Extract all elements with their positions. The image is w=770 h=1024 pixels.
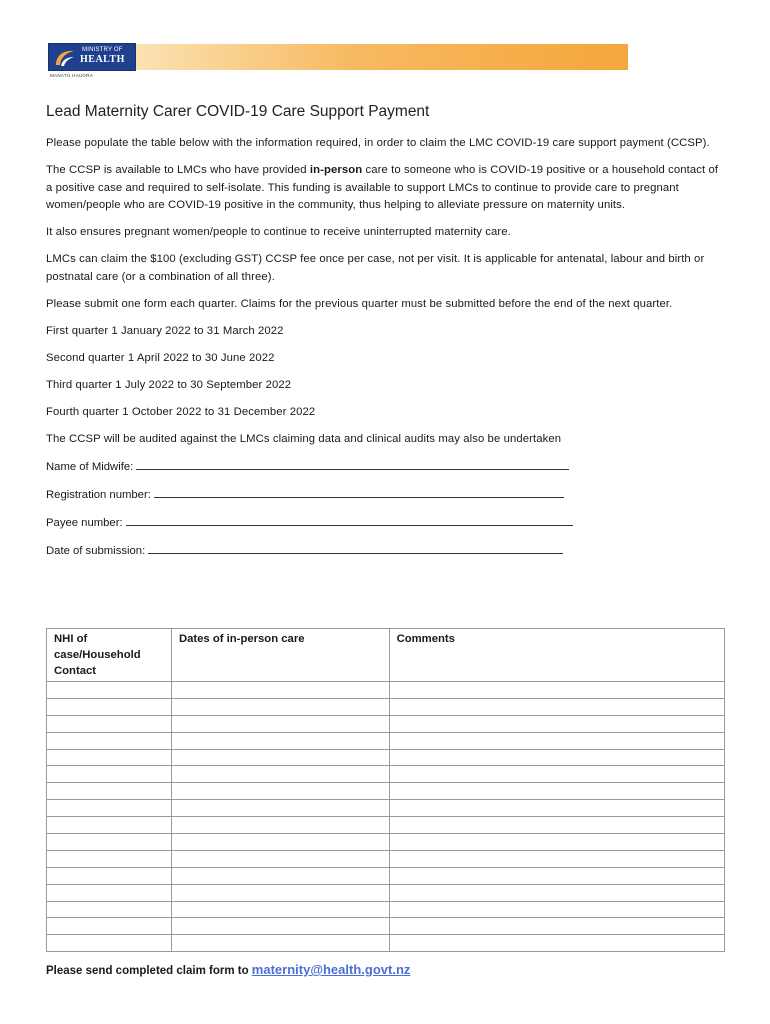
registration-number-label: Registration number: [46,488,154,501]
dates-cell[interactable] [171,766,389,783]
table-row [47,682,725,699]
availability-paragraph [46,162,726,215]
nhi-cell[interactable] [47,715,172,732]
dates-cell[interactable] [171,901,389,918]
payee-number-field[interactable] [46,514,726,533]
payee-number-line[interactable] [126,514,573,526]
comments-cell[interactable] [389,867,724,884]
nhi-cell[interactable] [47,867,172,884]
registration-number-field[interactable] [46,486,726,505]
quarter-1: First quarter 1 January 2022 to 31 March 2022 [46,324,284,337]
dates-cell[interactable] [171,749,389,766]
nhi-cell[interactable] [47,850,172,867]
comments-cell[interactable] [389,766,724,783]
quarter-3: Third quarter 1 July 2022 to 30 September 2022 [46,378,292,391]
dates-cell[interactable] [171,715,389,732]
header-banner-bar [136,44,628,70]
nhi-cell[interactable] [47,783,172,800]
table-row [47,935,725,952]
logo-line1: MINISTRY OF [82,47,123,53]
nhi-cell[interactable] [47,766,172,783]
email-link[interactable]: maternity@health.govt.nz [251,962,411,977]
column-header-comments: Comments [389,629,724,682]
nhi-cell[interactable] [47,834,172,851]
table-row [47,901,725,918]
column-header-dates: Dates of in-person care [171,629,389,682]
midwife-name-label: Name of Midwife: [46,460,137,473]
column-header-nhi: NHI of case/Household Contact [47,629,172,682]
nhi-cell[interactable] [47,732,172,749]
dates-cell[interactable] [171,698,389,715]
nhi-cell[interactable] [47,698,172,715]
audit-paragraph: The CCSP will be audited against the LMCs claiming data and clinical audits may also be undertaken [46,432,562,445]
logo-subtitle: MANATŪ HAUORA [50,73,94,78]
table-row [47,918,725,935]
page-title: Lead Maternity Carer COVID-19 Care Support Payment [46,103,430,120]
comments-cell[interactable] [389,682,724,699]
table-row [47,698,725,715]
comments-cell[interactable] [389,732,724,749]
dates-cell[interactable] [171,884,389,901]
nhi-cell[interactable] [47,918,172,935]
dates-cell[interactable] [171,817,389,834]
document-body [46,103,726,570]
logo-line2: HEALTH [80,54,125,65]
fern-logo-icon [52,47,78,69]
comments-cell[interactable] [389,800,724,817]
availability-text-after: care to someone who is COVID-19 positive or a household contact of a positive case and required to self-isolate. This funding is available to support LMCs to continue to provide care to pregnant women/people who are COVID-19 positive in the community, thus helping to alleviate pressure on maternity units. [46,164,719,211]
ensures-paragraph: It also ensures pregnant women/people to continue to receive uninterrupted maternity care. [46,226,511,238]
comments-cell[interactable] [389,901,724,918]
table-row [47,749,725,766]
comments-cell[interactable] [389,715,724,732]
table-row [47,817,725,834]
dates-cell[interactable] [171,682,389,699]
quarter-2: Second quarter 1 April 2022 to 30 June 2022 [46,351,275,364]
ministry-of-health-logo [48,43,136,71]
comments-cell[interactable] [389,817,724,834]
date-of-submission-line[interactable] [148,542,563,554]
nhi-cell[interactable] [47,817,172,834]
nhi-cell[interactable] [47,901,172,918]
midwife-name-line[interactable] [136,458,569,470]
nhi-cell[interactable] [47,800,172,817]
comments-cell[interactable] [389,850,724,867]
comments-cell[interactable] [389,698,724,715]
footer-instruction [46,962,410,977]
nhi-cell[interactable] [47,682,172,699]
fee-paragraph: LMCs can claim the $100 (excluding GST) CCSP fee once per case, not per visit. It is applicable for antenatal, labour and birth or postnatal care (or a combination of all three). [46,253,705,283]
registration-number-line[interactable] [154,486,564,498]
nhi-cell[interactable] [47,749,172,766]
table-row [47,766,725,783]
dates-cell[interactable] [171,867,389,884]
table-row [47,884,725,901]
table-row [47,783,725,800]
dates-cell[interactable] [171,918,389,935]
footer-text: Please send completed claim form to [46,965,252,977]
claims-table [46,628,725,952]
dates-cell[interactable] [171,732,389,749]
comments-cell[interactable] [389,935,724,952]
comments-cell[interactable] [389,834,724,851]
table-row [47,867,725,884]
table-row [47,834,725,851]
comments-cell[interactable] [389,884,724,901]
table-row [47,715,725,732]
comments-cell[interactable] [389,918,724,935]
table-header-row [47,629,725,682]
date-of-submission-label: Date of submission: [46,544,149,557]
document-header [48,43,629,77]
availability-bold: in-person [309,164,363,176]
dates-cell[interactable] [171,834,389,851]
nhi-cell[interactable] [47,884,172,901]
midwife-name-field[interactable] [46,458,726,477]
dates-cell[interactable] [171,800,389,817]
dates-cell[interactable] [171,935,389,952]
dates-cell[interactable] [171,783,389,800]
intro-paragraph: Please populate the table below with the information required, in order to claim the LMC COVID-19 care support payment (CCSP). [46,137,710,149]
nhi-cell[interactable] [47,935,172,952]
availability-text-before: The CCSP is available to LMCs who have provided [46,164,310,176]
comments-cell[interactable] [389,749,724,766]
payee-number-label: Payee number: [46,516,126,529]
table-row [47,800,725,817]
quarter-4: Fourth quarter 1 October 2022 to 31 December 2022 [46,405,316,418]
date-of-submission-field[interactable] [46,542,726,561]
table-row [47,850,725,867]
submit-paragraph: Please submit one form each quarter. Claims for the previous quarter must be submitted before the end of the next quarter. [46,297,673,310]
table-row [47,732,725,749]
dates-cell[interactable] [171,850,389,867]
comments-cell[interactable] [389,783,724,800]
